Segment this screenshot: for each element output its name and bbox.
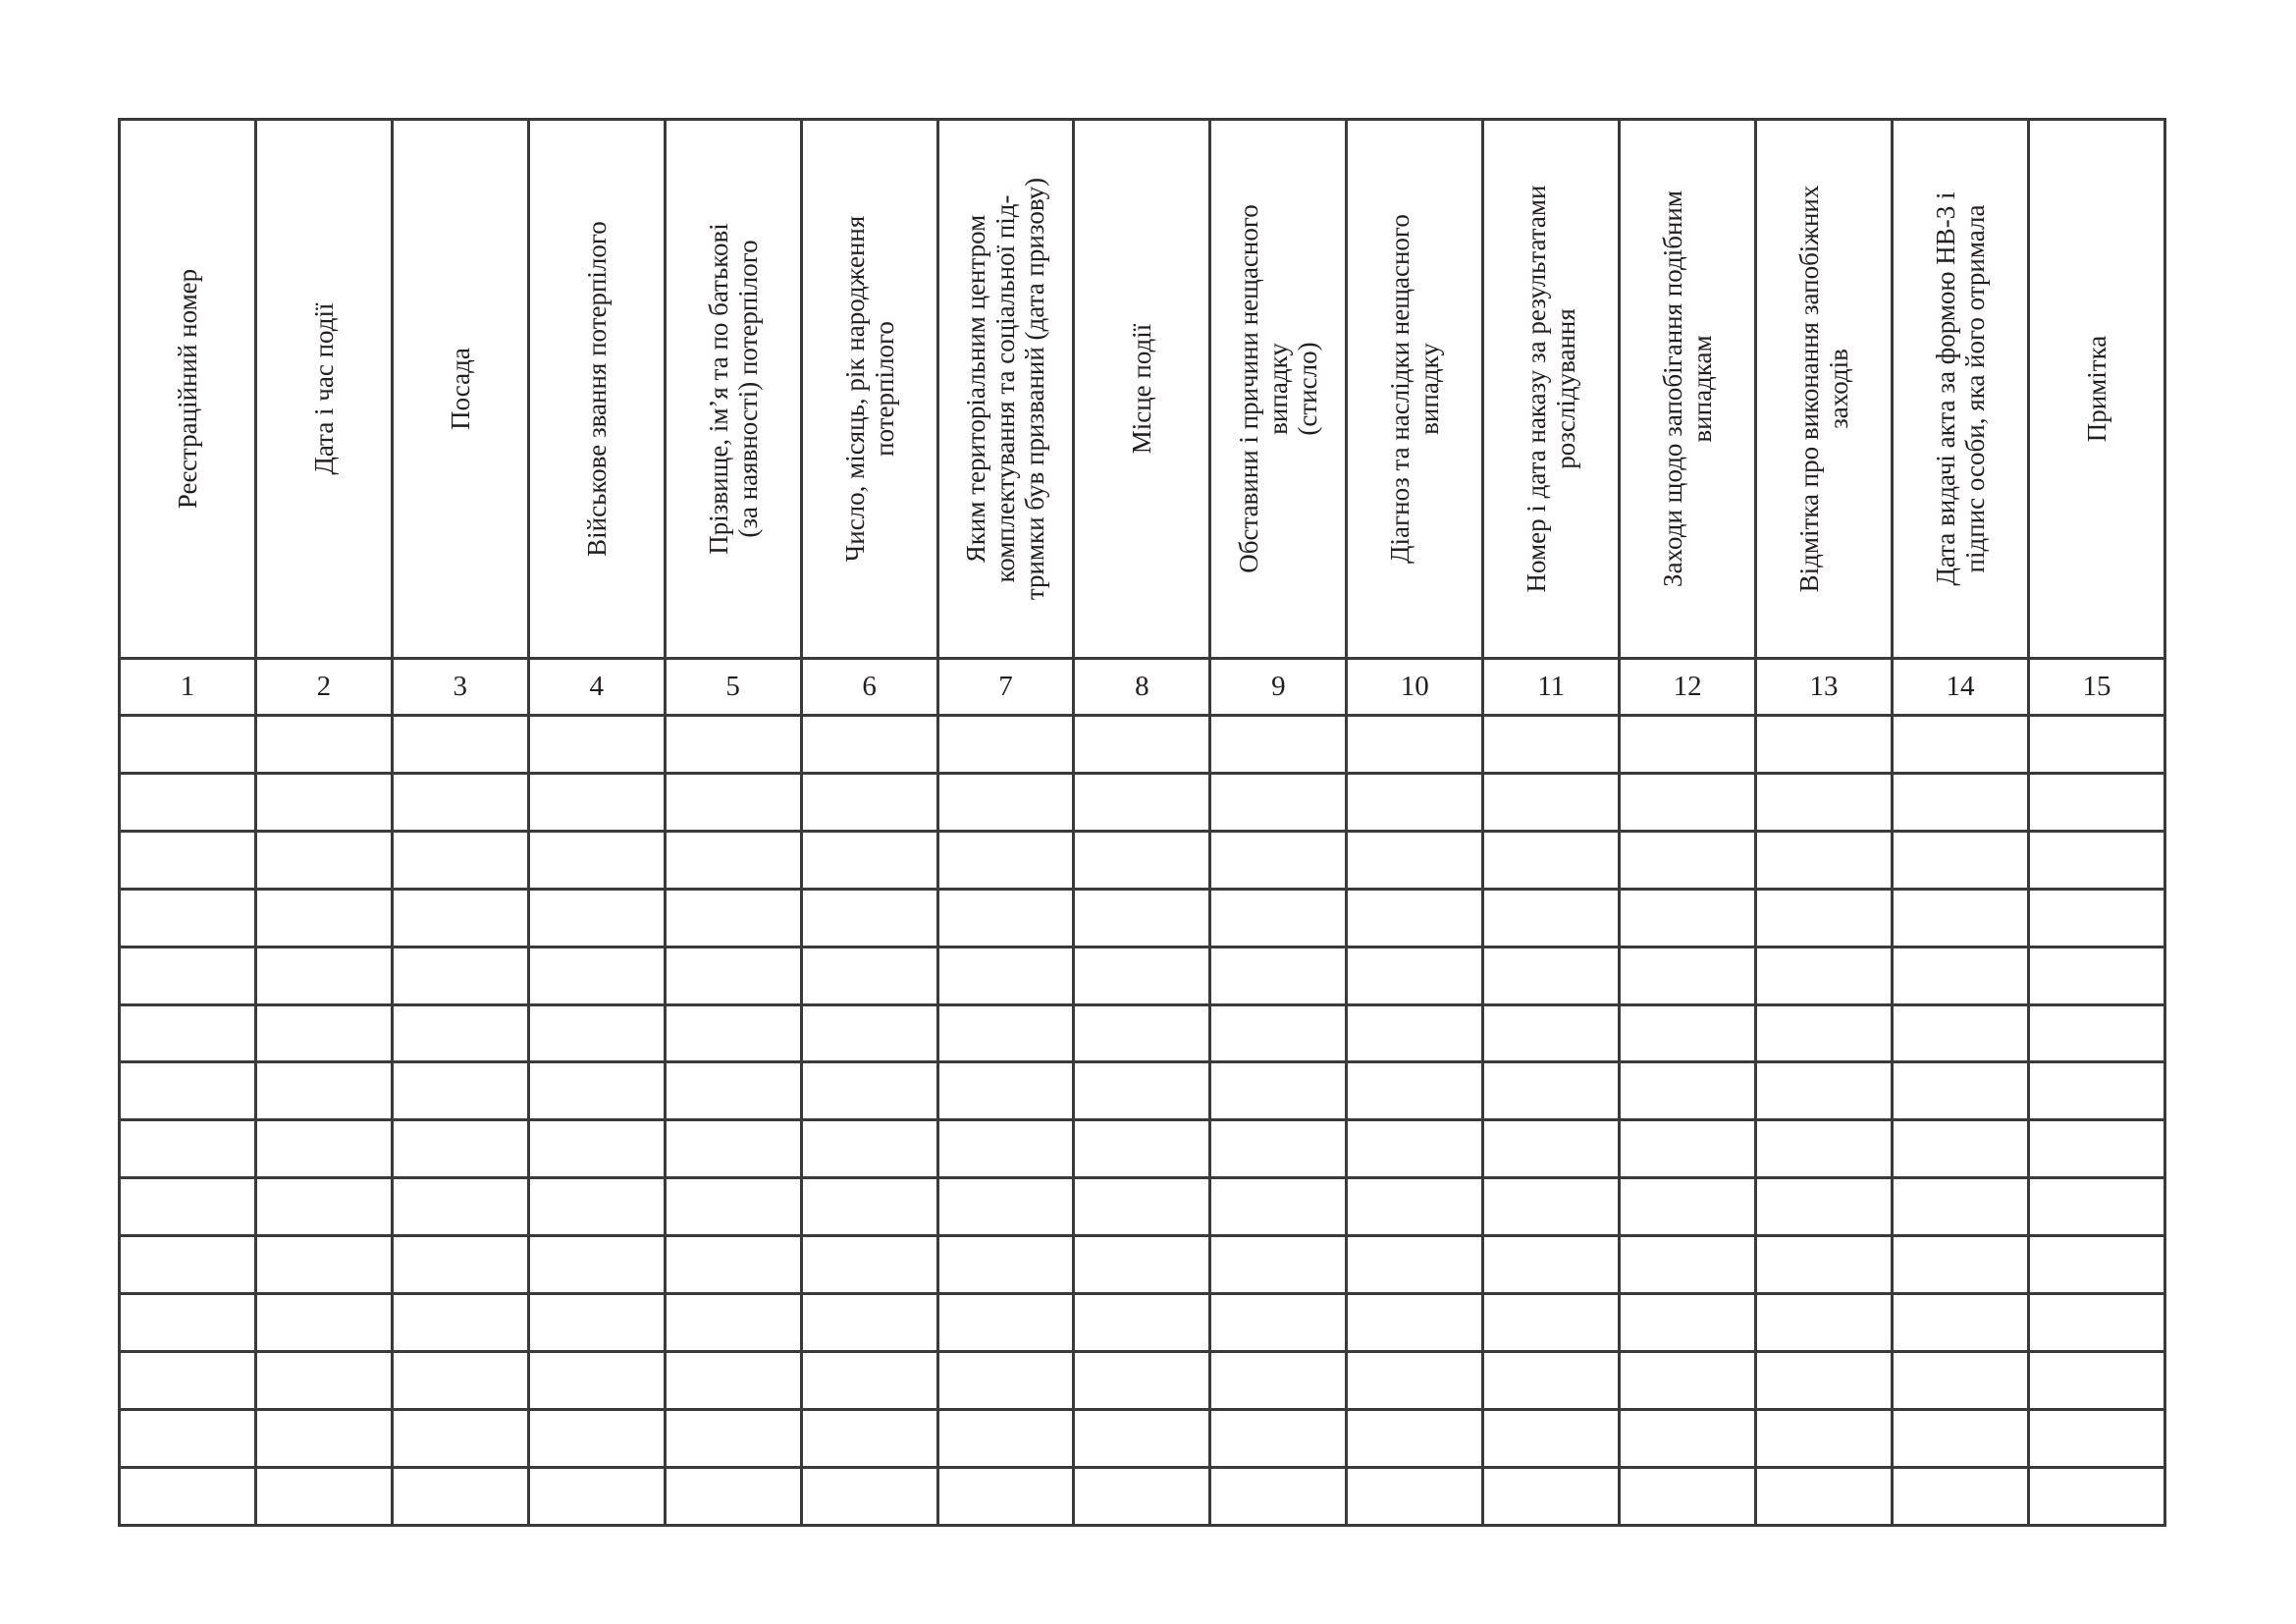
blank-cell[interactable] bbox=[1620, 1409, 1756, 1467]
blank-cell[interactable] bbox=[255, 1004, 392, 1062]
column-header-label: Примітка bbox=[2081, 335, 2111, 443]
blank-cell[interactable] bbox=[1756, 1467, 1893, 1525]
blank-cell[interactable] bbox=[937, 831, 1074, 889]
blank-cell[interactable] bbox=[1347, 1004, 1483, 1062]
blank-cell[interactable] bbox=[937, 1352, 1074, 1410]
blank-cell[interactable] bbox=[1483, 715, 1620, 773]
blank-cell[interactable] bbox=[528, 1178, 665, 1236]
blank-cell[interactable] bbox=[528, 1004, 665, 1062]
blank-cell[interactable] bbox=[1347, 889, 1483, 947]
blank-cell[interactable] bbox=[665, 1294, 801, 1352]
blank-cell[interactable] bbox=[528, 1236, 665, 1294]
blank-cell[interactable] bbox=[120, 831, 256, 889]
blank-cell[interactable] bbox=[801, 1467, 937, 1525]
column-number-cell: 8 bbox=[1074, 659, 1210, 716]
blank-cell[interactable] bbox=[392, 1120, 528, 1178]
column-number-cell: 12 bbox=[1620, 659, 1756, 716]
blank-cell[interactable] bbox=[1210, 1352, 1347, 1410]
blank-cell[interactable] bbox=[1620, 1062, 1756, 1120]
column-header-label: Відмітка про виконання запобіжних заходів bbox=[1794, 185, 1854, 593]
blank-cell[interactable] bbox=[665, 947, 801, 1004]
column-header-2 bbox=[255, 120, 392, 659]
blank-cell[interactable] bbox=[2028, 773, 2164, 831]
blank-cell[interactable] bbox=[1210, 889, 1347, 947]
blank-cell[interactable] bbox=[665, 1409, 801, 1467]
blank-cell[interactable] bbox=[120, 715, 256, 773]
blank-cell[interactable] bbox=[1756, 1409, 1893, 1467]
blank-cell[interactable] bbox=[1892, 1120, 2028, 1178]
blank-cell[interactable] bbox=[801, 1178, 937, 1236]
column-header-8 bbox=[1074, 120, 1210, 659]
table-row bbox=[120, 715, 2165, 773]
blank-cell[interactable] bbox=[392, 1409, 528, 1467]
column-number-cell: 5 bbox=[665, 659, 801, 716]
blank-cell[interactable] bbox=[801, 1352, 937, 1410]
table-row bbox=[120, 773, 2165, 831]
blank-cell[interactable] bbox=[1483, 1004, 1620, 1062]
blank-cell[interactable] bbox=[1892, 1178, 2028, 1236]
blank-cell[interactable] bbox=[392, 773, 528, 831]
blank-cell[interactable] bbox=[1347, 1352, 1483, 1410]
column-number-cell: 6 bbox=[801, 659, 937, 716]
column-header-label: Місце події bbox=[1127, 323, 1157, 455]
column-header-4 bbox=[528, 120, 665, 659]
blank-cell[interactable] bbox=[528, 831, 665, 889]
blank-cell[interactable] bbox=[255, 1062, 392, 1120]
blank-cell[interactable] bbox=[1892, 947, 2028, 1004]
blank-cell[interactable] bbox=[1892, 1004, 2028, 1062]
column-header-label: Яким територіальним центром комплектування та соціальної під- тримки був призваний (дата призову) bbox=[961, 177, 1050, 601]
blank-cell[interactable] bbox=[1620, 1120, 1756, 1178]
blank-cell[interactable] bbox=[1756, 889, 1893, 947]
blank-cell[interactable] bbox=[1347, 1294, 1483, 1352]
column-header-label: Номер і дата наказу за результатами розслідування bbox=[1522, 185, 1581, 593]
table-row bbox=[120, 1178, 2165, 1236]
blank-cell[interactable] bbox=[665, 1236, 801, 1294]
blank-cell[interactable] bbox=[120, 1352, 256, 1410]
column-header-label: Дата і час події bbox=[308, 302, 339, 475]
blank-cell[interactable] bbox=[1620, 773, 1756, 831]
blank-cell[interactable] bbox=[255, 1294, 392, 1352]
blank-cell[interactable] bbox=[528, 889, 665, 947]
column-header-11 bbox=[1483, 120, 1620, 659]
blank-cell[interactable] bbox=[528, 1294, 665, 1352]
blank-cell[interactable] bbox=[1620, 1294, 1756, 1352]
blank-cell[interactable] bbox=[255, 1409, 392, 1467]
blank-cell[interactable] bbox=[392, 1467, 528, 1525]
blank-cell[interactable] bbox=[937, 1120, 1074, 1178]
blank-cell[interactable] bbox=[1210, 1178, 1347, 1236]
blank-cell[interactable] bbox=[1074, 889, 1210, 947]
blank-cell[interactable] bbox=[2028, 1294, 2164, 1352]
blank-cell[interactable] bbox=[120, 773, 256, 831]
column-header-label: Заходи щодо запобігання подібним випадкам bbox=[1658, 190, 1718, 587]
blank-cell[interactable] bbox=[1620, 947, 1756, 1004]
blank-cell[interactable] bbox=[937, 1467, 1074, 1525]
blank-cell[interactable] bbox=[1620, 1178, 1756, 1236]
table-row bbox=[120, 1352, 2165, 1410]
column-number-cell: 4 bbox=[528, 659, 665, 716]
blank-cell[interactable] bbox=[1347, 1120, 1483, 1178]
blank-cell[interactable] bbox=[665, 773, 801, 831]
blank-cell[interactable] bbox=[1210, 1004, 1347, 1062]
blank-cell[interactable] bbox=[801, 889, 937, 947]
blank-cell[interactable] bbox=[1483, 1120, 1620, 1178]
column-number-cell: 11 bbox=[1483, 659, 1620, 716]
blank-cell[interactable] bbox=[255, 1120, 392, 1178]
column-header-label: Обставини і причини нещасного випадку (стисло) bbox=[1234, 204, 1323, 573]
blank-cell[interactable] bbox=[801, 1062, 937, 1120]
blank-cell[interactable] bbox=[1074, 1409, 1210, 1467]
blank-cell[interactable] bbox=[1483, 1352, 1620, 1410]
blank-cell[interactable] bbox=[528, 715, 665, 773]
blank-cell[interactable] bbox=[1892, 1467, 2028, 1525]
blank-cell[interactable] bbox=[2028, 1352, 2164, 1410]
blank-cell[interactable] bbox=[937, 1004, 1074, 1062]
column-number-cell: 9 bbox=[1210, 659, 1347, 716]
blank-cell[interactable] bbox=[1620, 831, 1756, 889]
blank-cell[interactable] bbox=[665, 1062, 801, 1120]
blank-cell[interactable] bbox=[937, 947, 1074, 1004]
column-header-14 bbox=[1892, 120, 2028, 659]
blank-cell[interactable] bbox=[801, 1294, 937, 1352]
blank-cell[interactable] bbox=[1620, 1467, 1756, 1525]
column-number-cell: 1 bbox=[120, 659, 256, 716]
accident-register-table bbox=[118, 118, 2166, 1527]
column-header-3 bbox=[392, 120, 528, 659]
blank-cell[interactable] bbox=[2028, 1062, 2164, 1120]
table-row bbox=[120, 947, 2165, 1004]
blank-cell[interactable] bbox=[1347, 1178, 1483, 1236]
blank-cell[interactable] bbox=[120, 1467, 256, 1525]
blank-cell[interactable] bbox=[120, 1120, 256, 1178]
column-header-5 bbox=[665, 120, 801, 659]
blank-cell[interactable] bbox=[1074, 1236, 1210, 1294]
column-number-row bbox=[120, 659, 2165, 716]
blank-cell[interactable] bbox=[665, 1352, 801, 1410]
blank-cell[interactable] bbox=[528, 1120, 665, 1178]
blank-cell[interactable] bbox=[1892, 715, 2028, 773]
blank-cell[interactable] bbox=[665, 715, 801, 773]
blank-cell[interactable] bbox=[937, 1409, 1074, 1467]
blank-cell[interactable] bbox=[937, 1294, 1074, 1352]
blank-cell[interactable] bbox=[255, 831, 392, 889]
blank-cell[interactable] bbox=[1210, 1467, 1347, 1525]
column-number-cell: 14 bbox=[1892, 659, 2028, 716]
blank-cell[interactable] bbox=[801, 1120, 937, 1178]
blank-cell[interactable] bbox=[1756, 1236, 1893, 1294]
blank-cell[interactable] bbox=[120, 1294, 256, 1352]
blank-cell[interactable] bbox=[2028, 831, 2164, 889]
blank-cell[interactable] bbox=[1347, 773, 1483, 831]
blank-cell[interactable] bbox=[120, 1178, 256, 1236]
column-number-cell: 2 bbox=[255, 659, 392, 716]
blank-cell[interactable] bbox=[1620, 715, 1756, 773]
table-row bbox=[120, 1004, 2165, 1062]
blank-cell[interactable] bbox=[392, 1062, 528, 1120]
blank-cell[interactable] bbox=[801, 773, 937, 831]
blank-cell[interactable] bbox=[120, 947, 256, 1004]
blank-cell[interactable] bbox=[1347, 1409, 1483, 1467]
blank-cell[interactable] bbox=[801, 715, 937, 773]
blank-cell[interactable] bbox=[528, 1062, 665, 1120]
blank-cell[interactable] bbox=[1347, 1062, 1483, 1120]
blank-cell[interactable] bbox=[1210, 1120, 1347, 1178]
blank-cell[interactable] bbox=[1756, 1178, 1893, 1236]
blank-cell[interactable] bbox=[1483, 889, 1620, 947]
blank-cell[interactable] bbox=[120, 1004, 256, 1062]
blank-cell[interactable] bbox=[1620, 889, 1756, 947]
blank-cell[interactable] bbox=[1210, 1294, 1347, 1352]
column-header-label: Посада bbox=[445, 348, 475, 430]
blank-cell[interactable] bbox=[1756, 715, 1893, 773]
blank-cell[interactable] bbox=[255, 773, 392, 831]
blank-cell[interactable] bbox=[1347, 947, 1483, 1004]
blank-cell[interactable] bbox=[392, 1294, 528, 1352]
blank-cell[interactable] bbox=[2028, 1236, 2164, 1294]
blank-cell[interactable] bbox=[392, 1352, 528, 1410]
blank-cell[interactable] bbox=[255, 1352, 392, 1410]
blank-cell[interactable] bbox=[120, 1409, 256, 1467]
table-row bbox=[120, 1120, 2165, 1178]
blank-cell[interactable] bbox=[2028, 947, 2164, 1004]
blank-cell[interactable] bbox=[392, 1178, 528, 1236]
blank-cell[interactable] bbox=[1210, 1409, 1347, 1467]
blank-cell[interactable] bbox=[2028, 1120, 2164, 1178]
blank-cell[interactable] bbox=[392, 1004, 528, 1062]
blank-cell[interactable] bbox=[1074, 1120, 1210, 1178]
blank-cell[interactable] bbox=[528, 1352, 665, 1410]
column-header-7 bbox=[937, 120, 1074, 659]
blank-cell[interactable] bbox=[528, 773, 665, 831]
blank-cell[interactable] bbox=[528, 947, 665, 1004]
blank-cell[interactable] bbox=[1347, 831, 1483, 889]
blank-cell[interactable] bbox=[1483, 1236, 1620, 1294]
table-row bbox=[120, 1409, 2165, 1467]
blank-cell[interactable] bbox=[1892, 831, 2028, 889]
blank-cell[interactable] bbox=[120, 1236, 256, 1294]
column-header-label: Військове звання потерпілого bbox=[581, 221, 612, 557]
blank-cell[interactable] bbox=[801, 1409, 937, 1467]
blank-cell[interactable] bbox=[528, 1467, 665, 1525]
column-number-cell: 15 bbox=[2028, 659, 2164, 716]
blank-cell[interactable] bbox=[1620, 1004, 1756, 1062]
blank-cell[interactable] bbox=[1074, 831, 1210, 889]
blank-cell[interactable] bbox=[1074, 715, 1210, 773]
blank-cell[interactable] bbox=[392, 1236, 528, 1294]
blank-cell[interactable] bbox=[937, 1236, 1074, 1294]
blank-cell[interactable] bbox=[1074, 773, 1210, 831]
column-header-15 bbox=[2028, 120, 2164, 659]
column-header-6 bbox=[801, 120, 937, 659]
column-header-label: Дата видачі акта за формою НВ-3 і підпис особи, яка його отримала bbox=[1930, 191, 1990, 586]
blank-cell[interactable] bbox=[1620, 1236, 1756, 1294]
blank-cell[interactable] bbox=[255, 947, 392, 1004]
column-header-label: Число, місяць, рік народження потерпілого bbox=[839, 215, 899, 563]
blank-cell[interactable] bbox=[1347, 1467, 1483, 1525]
blank-cell[interactable] bbox=[1074, 1004, 1210, 1062]
column-header-13 bbox=[1756, 120, 1893, 659]
blank-cell[interactable] bbox=[392, 715, 528, 773]
column-header-12 bbox=[1620, 120, 1756, 659]
blank-cell[interactable] bbox=[1892, 1294, 2028, 1352]
table-row bbox=[120, 1062, 2165, 1120]
blank-cell[interactable] bbox=[665, 1467, 801, 1525]
column-header-label: Діагноз та наслідки нещасного випадку bbox=[1385, 214, 1445, 564]
blank-cell[interactable] bbox=[255, 1467, 392, 1525]
table-row bbox=[120, 1294, 2165, 1352]
blank-cell[interactable] bbox=[801, 947, 937, 1004]
blank-cell[interactable] bbox=[937, 1178, 1074, 1236]
blank-cell[interactable] bbox=[1483, 831, 1620, 889]
column-header-9 bbox=[1210, 120, 1347, 659]
blank-cell[interactable] bbox=[937, 715, 1074, 773]
blank-cell[interactable] bbox=[1210, 773, 1347, 831]
blank-cell[interactable] bbox=[801, 1004, 937, 1062]
table-row bbox=[120, 831, 2165, 889]
blank-cell[interactable] bbox=[1074, 1467, 1210, 1525]
blank-cell[interactable] bbox=[1347, 1236, 1483, 1294]
blank-cell[interactable] bbox=[2028, 1178, 2164, 1236]
blank-cell[interactable] bbox=[392, 947, 528, 1004]
blank-cell[interactable] bbox=[2028, 715, 2164, 773]
blank-cell[interactable] bbox=[392, 889, 528, 947]
blank-cell[interactable] bbox=[255, 1178, 392, 1236]
column-number-cell: 10 bbox=[1347, 659, 1483, 716]
blank-cell[interactable] bbox=[665, 889, 801, 947]
blank-cell[interactable] bbox=[937, 1062, 1074, 1120]
blank-cell[interactable] bbox=[937, 889, 1074, 947]
blank-cell[interactable] bbox=[1347, 715, 1483, 773]
blank-cell[interactable] bbox=[120, 889, 256, 947]
blank-cell[interactable] bbox=[1210, 1062, 1347, 1120]
blank-cell[interactable] bbox=[1074, 1352, 1210, 1410]
blank-cell[interactable] bbox=[1483, 1178, 1620, 1236]
blank-cell[interactable] bbox=[1210, 715, 1347, 773]
blank-cell[interactable] bbox=[1074, 1294, 1210, 1352]
table-row bbox=[120, 889, 2165, 947]
blank-cell[interactable] bbox=[1892, 1352, 2028, 1410]
column-number-cell: 7 bbox=[937, 659, 1074, 716]
table-row bbox=[120, 1467, 2165, 1525]
blank-cell[interactable] bbox=[2028, 1409, 2164, 1467]
blank-cell[interactable] bbox=[1756, 1120, 1893, 1178]
blank-cell[interactable] bbox=[2028, 1004, 2164, 1062]
blank-cell[interactable] bbox=[1210, 947, 1347, 1004]
blank-cell[interactable] bbox=[255, 889, 392, 947]
blank-cell[interactable] bbox=[1210, 1236, 1347, 1294]
blank-cell[interactable] bbox=[665, 1004, 801, 1062]
blank-cell[interactable] bbox=[1756, 1062, 1893, 1120]
column-number-cell: 3 bbox=[392, 659, 528, 716]
blank-cell[interactable] bbox=[1892, 1062, 2028, 1120]
column-header-label: Прізвище, ім’я та по батькові (за наявності) потерпілого bbox=[703, 223, 763, 555]
blank-cell[interactable] bbox=[1074, 947, 1210, 1004]
blank-cell[interactable] bbox=[801, 831, 937, 889]
column-header-10 bbox=[1347, 120, 1483, 659]
blank-cell[interactable] bbox=[1483, 1062, 1620, 1120]
blank-cell[interactable] bbox=[801, 1236, 937, 1294]
column-number-cell: 13 bbox=[1756, 659, 1893, 716]
blank-cell[interactable] bbox=[392, 831, 528, 889]
blank-cell[interactable] bbox=[665, 831, 801, 889]
blank-cell[interactable] bbox=[1756, 1352, 1893, 1410]
blank-cell[interactable] bbox=[1483, 1294, 1620, 1352]
blank-cell[interactable] bbox=[1074, 1178, 1210, 1236]
blank-cell[interactable] bbox=[665, 1178, 801, 1236]
blank-cell[interactable] bbox=[937, 773, 1074, 831]
blank-cell[interactable] bbox=[255, 1236, 392, 1294]
blank-cell[interactable] bbox=[1892, 889, 2028, 947]
blank-cell[interactable] bbox=[1483, 773, 1620, 831]
blank-cell[interactable] bbox=[528, 1409, 665, 1467]
table-row bbox=[120, 1236, 2165, 1294]
blank-cell[interactable] bbox=[1620, 1352, 1756, 1410]
blank-cell[interactable] bbox=[255, 715, 392, 773]
blank-cell[interactable] bbox=[2028, 1467, 2164, 1525]
blank-cell[interactable] bbox=[1892, 1409, 2028, 1467]
blank-cell[interactable] bbox=[1756, 1004, 1893, 1062]
blank-cell[interactable] bbox=[2028, 889, 2164, 947]
blank-cell[interactable] bbox=[1210, 831, 1347, 889]
blank-cell[interactable] bbox=[1756, 947, 1893, 1004]
blank-cell[interactable] bbox=[1483, 1409, 1620, 1467]
column-header-label: Реєстраційний номер bbox=[172, 268, 202, 510]
blank-cell[interactable] bbox=[1756, 773, 1893, 831]
blank-cell[interactable] bbox=[1483, 1467, 1620, 1525]
blank-cell[interactable] bbox=[665, 1120, 801, 1178]
column-header-1 bbox=[120, 120, 256, 659]
blank-cell[interactable] bbox=[1892, 773, 2028, 831]
blank-cell[interactable] bbox=[120, 1062, 256, 1120]
blank-cell[interactable] bbox=[1756, 1294, 1893, 1352]
blank-cell[interactable] bbox=[1074, 1062, 1210, 1120]
blank-cell[interactable] bbox=[1892, 1236, 2028, 1294]
blank-cell[interactable] bbox=[1483, 947, 1620, 1004]
blank-cell[interactable] bbox=[1756, 831, 1893, 889]
header-row bbox=[120, 120, 2165, 659]
